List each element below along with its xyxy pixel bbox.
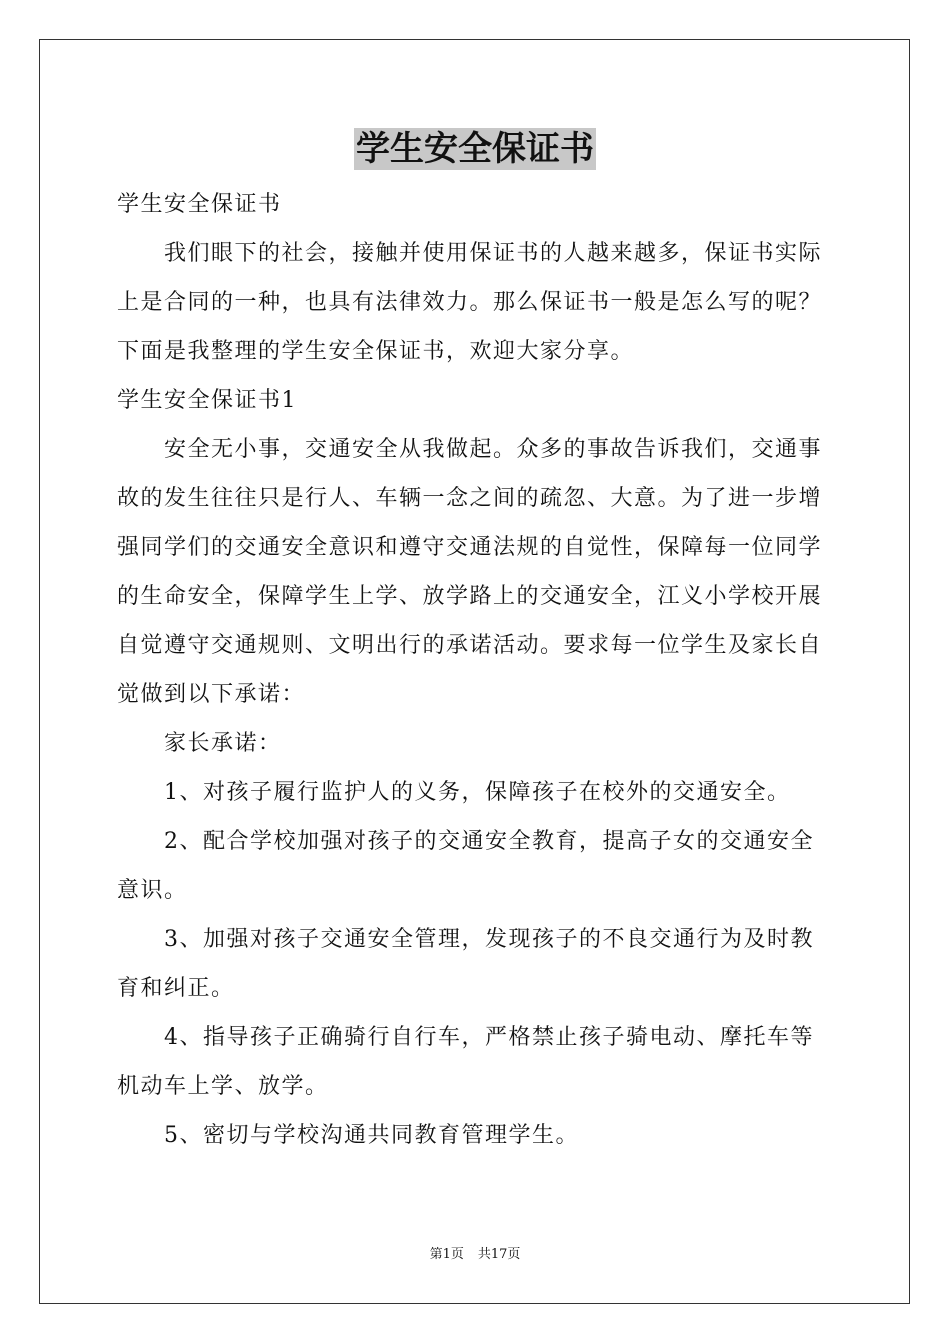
paragraph: 5、密切与学校沟通共同教育管理学生。 [164, 1123, 579, 1148]
page-footer [0, 1246, 950, 1264]
title-container [0, 128, 950, 170]
document-body [117, 180, 837, 1160]
document-title: 学生安全保证书 [356, 129, 594, 169]
paragraph: 我们眼下的社会，接触并使用保证书的人越来越多，保证书实际上是合同的一种，也具有法律效力。那么保证书一般是怎么写的呢？下面是我整理的学生安全保证书，欢迎大家分享。 [117, 241, 823, 364]
paragraph: 安全无小事，交通安全从我做起。众多的事故告诉我们，交通事故的发生往往只是行人、车辆一念之间的疏忽、大意。为了进一步增强同学们的交通安全意识和遵守交通法规的自觉性，保障每一位同学的生命安全，保障学生上学、放学路上的交通安全，江义小学校开展自觉遵守交通规则、文明出行的承诺活动。要求每一位学生及家长自觉做到以下承诺： [117, 437, 823, 707]
page-number: 第1页 [429, 1247, 464, 1262]
paragraph: 学生安全保证书1 [117, 388, 297, 413]
paragraph: 4、指导孩子正确骑行自行车，严格禁止孩子骑电动、摩托车等机动车上学、放学。 [117, 1025, 814, 1099]
paragraph: 学生安全保证书 [117, 192, 282, 217]
page-total: 共17页 [477, 1247, 521, 1262]
paragraph: 1、对孩子履行监护人的义务，保障孩子在校外的交通安全。 [164, 780, 791, 805]
paragraph: 家长承诺： [164, 731, 282, 756]
paragraph: 2、配合学校加强对孩子的交通安全教育，提高子女的交通安全意识。 [117, 829, 814, 903]
paragraph: 3、加强对孩子交通安全管理，发现孩子的不良交通行为及时教育和纠正。 [117, 927, 814, 1001]
